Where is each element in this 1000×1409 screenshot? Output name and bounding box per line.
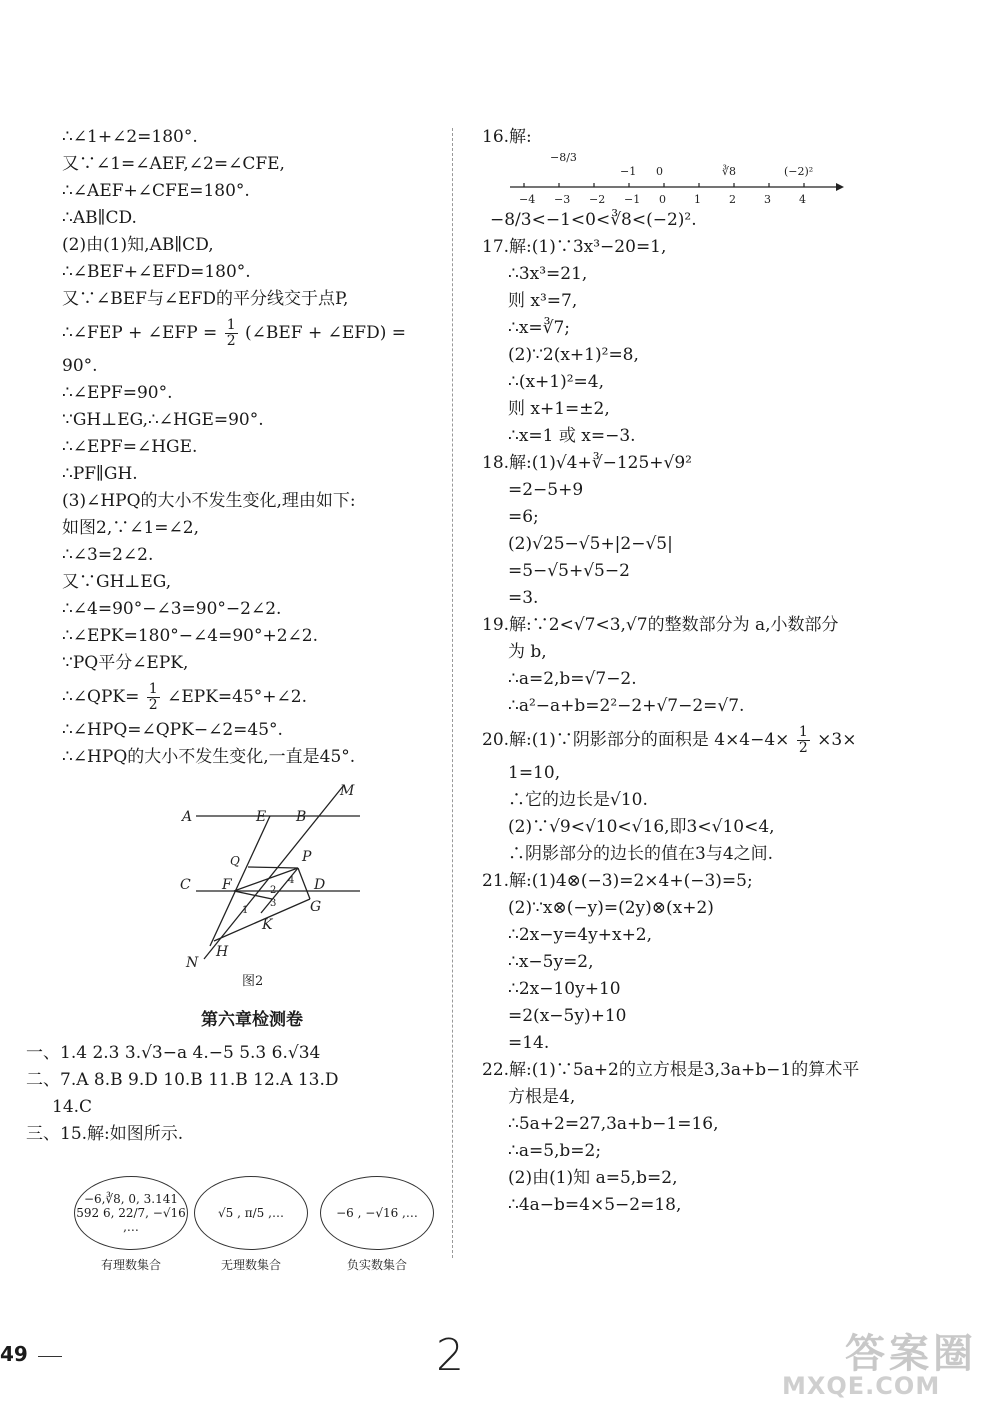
label-F: F xyxy=(222,877,232,893)
fraction-line xyxy=(482,720,902,760)
set-ellipse: √5 , π/5 ,… xyxy=(194,1176,308,1250)
text-line: ∴a=2,b=√7−2. xyxy=(508,669,637,689)
text-line: 90°. xyxy=(62,356,98,376)
text-line: 又∵∠1=∠AEF,∠2=∠CFE, xyxy=(62,154,285,174)
text-line: =5−√5+√5−2 xyxy=(508,561,630,581)
mark-label: −1 xyxy=(620,165,637,178)
text-line: 19.解:∵2<√7<3,√7的整数部分为 a,小数部分 xyxy=(482,615,839,635)
text-line: ∴4a−b=4×5−2=18, xyxy=(508,1195,682,1215)
text-line: ∴a²−a+b=2²−2+√7−2=√7. xyxy=(508,696,745,716)
watermark-logo: 答案圈 xyxy=(845,1331,977,1377)
text-line: ∴∠4=90°−∠3=90°−2∠2. xyxy=(62,599,282,619)
text-fragment: ∴∠FEP + ∠EFP = xyxy=(62,323,218,343)
label-angle-2: 2 xyxy=(270,885,277,896)
figure-caption: 图2 xyxy=(242,974,264,989)
fraction-half xyxy=(147,682,160,713)
geometry-figure xyxy=(122,781,422,991)
set-caption: 负实数集合 xyxy=(346,1258,407,1272)
text-line: 又∵GH⊥EG, xyxy=(62,572,172,592)
text-line: (2)∵2(x+1)²=8, xyxy=(508,345,639,365)
label-D: D xyxy=(314,877,326,893)
section-title: 第六章检测卷 xyxy=(201,1010,303,1030)
text-fragment: ∴∠QPK= xyxy=(62,687,140,707)
tick-label: −1 xyxy=(624,193,641,206)
text-line: =3. xyxy=(508,588,539,608)
text-line: ∴阴影部分的边长的值在3与4之间. xyxy=(508,844,774,864)
label-angle-3: 3 xyxy=(270,898,277,909)
column-divider xyxy=(452,128,453,1258)
footer-dash xyxy=(38,1356,62,1357)
label-C: C xyxy=(180,877,191,893)
label-N: N xyxy=(186,955,199,971)
fraction-half xyxy=(225,318,238,349)
text-line: ∴PF∥GH. xyxy=(62,464,138,484)
text-line: ∴∠EPF=∠HGE. xyxy=(62,437,198,457)
text-line: (2)√25−√5+|2−√5| xyxy=(508,534,673,554)
page-number: 49 xyxy=(0,1342,28,1366)
label-angle-4: 4 xyxy=(288,875,295,886)
label-K: K xyxy=(262,917,273,933)
text-line: ∵PQ平分∠EPK, xyxy=(62,653,189,673)
label-E: E xyxy=(256,809,267,825)
text-line: ∴x−5y=2, xyxy=(508,952,594,972)
text-line: =14. xyxy=(508,1033,550,1053)
number-line xyxy=(506,151,846,207)
mark-label: 0 xyxy=(656,165,663,178)
tick-label: −3 xyxy=(554,193,571,206)
number-sets xyxy=(68,1170,448,1270)
fraction-half xyxy=(797,725,810,756)
answer-line: 14.C xyxy=(52,1097,93,1117)
mark-label: −8/3 xyxy=(550,151,577,164)
text-line: ∴∠HPQ的大小不发生变化,一直是45°. xyxy=(62,747,356,767)
text-line: (2)∵x⊗(−y)=(2y)⊗(x+2) xyxy=(508,898,714,918)
text-line: 22.解:(1)∵5a+2的立方根是3,3a+b−1的算术平 xyxy=(482,1060,860,1080)
handwritten-mark: 2 xyxy=(436,1330,464,1381)
fraction-denominator: 2 xyxy=(226,333,236,349)
mark-label: (−2)² xyxy=(784,165,814,178)
tick-label: −2 xyxy=(589,193,606,206)
label-G: G xyxy=(310,899,322,915)
label-A: A xyxy=(182,809,193,825)
text-line: 如图2,∵∠1=∠2, xyxy=(62,518,199,538)
text-line: ∴5a+2=27,3a+b−1=16, xyxy=(508,1114,719,1134)
label-P: P xyxy=(302,849,312,865)
text-line: =2−5+9 xyxy=(508,480,584,500)
set-ellipse: −6,∛8, 0, 3.141 592 6, 22/7, −√16 ,… xyxy=(74,1176,188,1250)
text-line: 17.解:(1)∵3x³−20=1, xyxy=(482,237,667,257)
text-line: 18.解:(1)√4+∛−125+√9² xyxy=(482,453,692,473)
text-line: −8/3<−1<0<∛8<(−2)². xyxy=(490,210,697,230)
text-line: 方根是4, xyxy=(508,1087,576,1107)
text-line: 为 b, xyxy=(508,642,547,662)
left-column xyxy=(26,124,442,1148)
tick-label: 3 xyxy=(764,193,771,206)
text-line: ∴2x−10y+10 xyxy=(508,979,621,999)
fraction-numerator: 1 xyxy=(226,317,236,333)
tick-label: 4 xyxy=(799,193,806,206)
text-line: (3)∠HPQ的大小不发生变化,理由如下: xyxy=(62,491,356,511)
label-B: B xyxy=(296,809,307,825)
text-line: 则 x³=7, xyxy=(508,291,578,311)
text-line: ∴x=∛7; xyxy=(508,318,571,338)
fraction-line xyxy=(62,313,442,353)
label-M: M xyxy=(340,783,355,799)
text-line: ∴∠3=2∠2. xyxy=(62,545,154,565)
text-line: ∴∠1+∠2=180°. xyxy=(62,127,198,147)
answer-line: 一、1.4 2.3 3.√3−a 4.−5 5.3 6.√34 xyxy=(26,1043,321,1063)
tick-label: −4 xyxy=(519,193,536,206)
rational-set xyxy=(74,1176,188,1273)
text-line: ∴∠AEF+∠CFE=180°. xyxy=(62,181,250,201)
text-line: 又∵∠BEF与∠EFD的平分线交于点P, xyxy=(62,289,349,309)
watermark-url: MXQE.COM xyxy=(782,1372,941,1400)
text-fragment: ×3× xyxy=(817,730,857,750)
negative-real-set xyxy=(320,1176,434,1273)
text-line: =2(x−5y)+10 xyxy=(508,1006,627,1026)
fraction-numerator: 1 xyxy=(148,681,158,697)
text-line: ∴(x+1)²=4, xyxy=(508,372,605,392)
set-caption: 有理数集合 xyxy=(100,1258,161,1272)
set-caption: 无理数集合 xyxy=(220,1258,281,1272)
text-line: 21.解:(1)4⊗(−3)=2×4+(−3)=5; xyxy=(482,871,753,891)
text-fragment: 20.解:(1)∵阴影部分的面积是 4×4−4× xyxy=(482,730,790,750)
text-line: ∴x=1 或 x=−3. xyxy=(508,426,636,446)
answer-line: 三、15.解:如图所示. xyxy=(26,1124,184,1144)
text-fragment: (∠BEF + ∠EFD) = xyxy=(245,323,407,343)
tick-label: 2 xyxy=(729,193,736,206)
set-ellipse: −6 , −√16 ,… xyxy=(320,1176,434,1250)
text-line: (2)由(1)知,AB∥CD, xyxy=(62,235,214,255)
text-line: 16.解: xyxy=(482,127,532,147)
text-fragment: ∠EPK=45°+∠2. xyxy=(167,687,308,707)
text-line: ∴∠EPF=90°. xyxy=(62,383,173,403)
text-line: ∴3x³=21, xyxy=(508,264,588,284)
label-angle-1: 1 xyxy=(242,905,249,916)
fraction-line xyxy=(62,677,442,717)
text-line: 则 x+1=±2, xyxy=(508,399,610,419)
text-line: ∴AB∥CD. xyxy=(62,208,137,228)
label-Q: Q xyxy=(230,854,240,868)
text-line: (2)∵√9<√10<√16,即3<√10<4, xyxy=(508,817,775,837)
text-line: ∴2x−y=4y+x+2, xyxy=(508,925,653,945)
text-line: 1=10, xyxy=(508,763,561,783)
fraction-denominator: 2 xyxy=(148,697,158,713)
answer-line: 二、7.A 8.B 9.D 10.B 11.B 12.A 13.D xyxy=(26,1070,339,1090)
text-line: =6; xyxy=(508,507,539,527)
tick-label: 0 xyxy=(659,193,666,206)
text-line: ∵GH⊥EG,∴∠HGE=90°. xyxy=(62,410,264,430)
text-line: ∴∠HPQ=∠QPK−∠2=45°. xyxy=(62,720,283,740)
irrational-set xyxy=(194,1176,308,1273)
mark-label: ∛8 xyxy=(722,165,737,178)
fraction-denominator: 2 xyxy=(798,740,808,756)
text-line: ∴∠EPK=180°−∠4=90°+2∠2. xyxy=(62,626,319,646)
text-line: ∴它的边长是√10. xyxy=(508,790,648,810)
text-line: (2)由(1)知 a=5,b=2, xyxy=(508,1168,678,1188)
tick-label: 1 xyxy=(694,193,701,206)
fraction-numerator: 1 xyxy=(798,724,808,740)
text-line: ∴∠BEF+∠EFD=180°. xyxy=(62,262,251,282)
label-H: H xyxy=(216,944,229,960)
right-column xyxy=(482,124,902,1219)
text-line: ∴a=5,b=2; xyxy=(508,1141,602,1161)
